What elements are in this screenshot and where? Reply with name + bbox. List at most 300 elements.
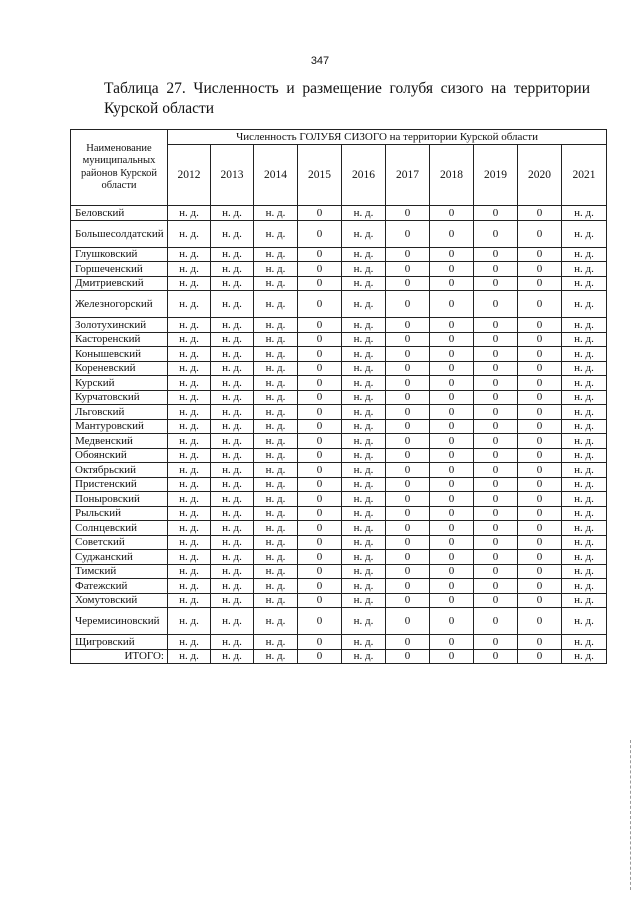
value-cell: 0 [386, 434, 430, 449]
value-cell: 0 [518, 477, 562, 492]
value-cell: н. д. [168, 593, 211, 608]
table-row [71, 492, 607, 507]
value-cell: 0 [518, 376, 562, 391]
value-cell: н. д. [342, 361, 386, 376]
value-cell: н. д. [254, 291, 298, 318]
value-cell: н. д. [168, 276, 211, 291]
value-cell: н. д. [342, 262, 386, 277]
table-row [71, 593, 607, 608]
value-cell: н. д. [342, 448, 386, 463]
value-cell: н. д. [211, 564, 254, 579]
value-cell: н. д. [562, 635, 607, 650]
value-cell: н. д. [168, 579, 211, 594]
value-cell: 0 [298, 492, 342, 507]
year-header: 2012 [168, 145, 211, 206]
value-cell: 0 [386, 492, 430, 507]
value-cell: 0 [474, 550, 518, 565]
table-caption: Таблица 27. Численность и размещение голубя сизого на территории Курской области [104, 80, 590, 117]
value-cell: н. д. [211, 262, 254, 277]
value-cell: 0 [518, 262, 562, 277]
value-cell: 0 [298, 220, 342, 247]
value-cell: н. д. [342, 419, 386, 434]
value-cell: 0 [386, 506, 430, 521]
value-cell: 0 [386, 405, 430, 420]
value-cell: 0 [474, 276, 518, 291]
value-cell: н. д. [254, 419, 298, 434]
value-cell: 0 [518, 419, 562, 434]
value-cell: н. д. [562, 332, 607, 347]
value-cell: н. д. [562, 593, 607, 608]
district-name: Тимский [71, 564, 168, 579]
table-row [71, 419, 607, 434]
value-cell: н. д. [254, 608, 298, 635]
value-cell: 0 [430, 376, 474, 391]
table-row [71, 550, 607, 565]
value-cell: 0 [518, 635, 562, 650]
value-cell: н. д. [254, 390, 298, 405]
value-cell: н. д. [254, 376, 298, 391]
value-cell: 0 [430, 564, 474, 579]
value-cell: 0 [474, 448, 518, 463]
value-cell: н. д. [168, 448, 211, 463]
value-cell: 0 [386, 291, 430, 318]
table-row [71, 390, 607, 405]
value-cell: 0 [430, 390, 474, 405]
value-cell: 0 [518, 405, 562, 420]
value-cell: н. д. [254, 347, 298, 362]
value-cell: н. д. [342, 434, 386, 449]
value-cell: 0 [430, 477, 474, 492]
value-cell: н. д. [211, 635, 254, 650]
value-cell: 0 [518, 506, 562, 521]
value-cell: 0 [474, 262, 518, 277]
value-cell: 0 [386, 593, 430, 608]
value-cell: н. д. [211, 332, 254, 347]
value-cell: н. д. [342, 579, 386, 594]
value-cell: н. д. [342, 593, 386, 608]
value-cell: 0 [518, 463, 562, 478]
value-cell: н. д. [342, 521, 386, 536]
district-name: Черемисиновский [71, 608, 168, 635]
value-cell: 0 [298, 318, 342, 333]
value-cell: н. д. [254, 220, 298, 247]
table-row [71, 220, 607, 247]
value-cell: н. д. [168, 318, 211, 333]
value-cell: 0 [430, 506, 474, 521]
table-row [71, 477, 607, 492]
table-row [71, 579, 607, 594]
value-cell: 0 [518, 390, 562, 405]
district-name: Мантуровский [71, 419, 168, 434]
value-cell: 0 [474, 593, 518, 608]
value-cell: н. д. [254, 276, 298, 291]
value-cell: 0 [298, 376, 342, 391]
value-cell: 0 [430, 649, 474, 664]
value-cell: 0 [386, 579, 430, 594]
table-row [71, 506, 607, 521]
value-cell: н. д. [342, 291, 386, 318]
value-cell: 0 [474, 247, 518, 262]
value-cell: 0 [518, 649, 562, 664]
year-header: 2021 [562, 145, 607, 206]
value-cell: 0 [386, 220, 430, 247]
value-cell: н. д. [254, 463, 298, 478]
value-cell: н. д. [211, 448, 254, 463]
year-header: 2020 [518, 145, 562, 206]
value-cell: н. д. [254, 405, 298, 420]
value-cell: н. д. [254, 593, 298, 608]
value-cell: н. д. [168, 206, 211, 221]
value-cell: 0 [518, 332, 562, 347]
value-cell: н. д. [562, 247, 607, 262]
value-cell: 0 [430, 318, 474, 333]
district-name: Конышевский [71, 347, 168, 362]
value-cell: 0 [386, 206, 430, 221]
value-cell: н. д. [562, 390, 607, 405]
value-cell: 0 [386, 361, 430, 376]
table-row [71, 463, 607, 478]
value-cell: н. д. [562, 434, 607, 449]
value-cell: н. д. [168, 535, 211, 550]
value-cell: 0 [430, 276, 474, 291]
value-cell: 0 [298, 506, 342, 521]
table-row [71, 262, 607, 277]
table-row [71, 564, 607, 579]
value-cell: 0 [298, 347, 342, 362]
district-name: Обоянский [71, 448, 168, 463]
value-cell: н. д. [562, 220, 607, 247]
district-name: Рыльский [71, 506, 168, 521]
value-cell: н. д. [168, 506, 211, 521]
value-cell: 0 [386, 608, 430, 635]
scan-edge-line [630, 740, 632, 890]
value-cell: 0 [430, 262, 474, 277]
value-cell: н. д. [562, 206, 607, 221]
value-cell: н. д. [342, 492, 386, 507]
value-cell: 0 [430, 405, 474, 420]
value-cell: 0 [430, 463, 474, 478]
value-cell: 0 [430, 579, 474, 594]
value-cell: 0 [298, 635, 342, 650]
value-cell: н. д. [342, 332, 386, 347]
value-cell: 0 [298, 247, 342, 262]
value-cell: н. д. [342, 347, 386, 362]
district-name: Солнцевский [71, 521, 168, 536]
value-cell: н. д. [562, 405, 607, 420]
value-cell: н. д. [168, 550, 211, 565]
district-name: Дмитриевский [71, 276, 168, 291]
value-cell: н. д. [168, 521, 211, 536]
value-cell: н. д. [342, 318, 386, 333]
value-cell: 0 [518, 521, 562, 536]
population-table [70, 129, 607, 664]
value-cell: 0 [430, 492, 474, 507]
value-cell: 0 [518, 434, 562, 449]
value-cell: 0 [430, 347, 474, 362]
value-cell: 0 [474, 649, 518, 664]
value-cell: н. д. [168, 635, 211, 650]
value-cell: н. д. [211, 649, 254, 664]
value-cell: н. д. [254, 564, 298, 579]
district-name: Беловский [71, 206, 168, 221]
district-name: Суджанский [71, 550, 168, 565]
district-name: Курчатовский [71, 390, 168, 405]
value-cell: н. д. [562, 291, 607, 318]
table-row [71, 247, 607, 262]
value-cell: 0 [386, 262, 430, 277]
district-name: Курский [71, 376, 168, 391]
value-cell: 0 [518, 291, 562, 318]
value-cell: н. д. [342, 564, 386, 579]
population-group-header: Численность ГОЛУБЯ СИЗОГО на территории Курской области [168, 130, 607, 145]
value-cell: н. д. [342, 635, 386, 650]
value-cell: н. д. [254, 506, 298, 521]
year-header: 2013 [211, 145, 254, 206]
value-cell: н. д. [562, 579, 607, 594]
value-cell: 0 [518, 550, 562, 565]
table-header [71, 130, 607, 206]
value-cell: н. д. [168, 247, 211, 262]
value-cell: н. д. [211, 390, 254, 405]
value-cell: 0 [386, 564, 430, 579]
value-cell: 0 [298, 649, 342, 664]
value-cell: 0 [386, 276, 430, 291]
value-cell: 0 [518, 206, 562, 221]
value-cell: 0 [474, 635, 518, 650]
value-cell: 0 [474, 332, 518, 347]
table-row [71, 635, 607, 650]
value-cell: 0 [518, 448, 562, 463]
value-cell: н. д. [211, 247, 254, 262]
value-cell: н. д. [211, 463, 254, 478]
value-cell: н. д. [168, 291, 211, 318]
district-name: Октябрьский [71, 463, 168, 478]
value-cell: 0 [386, 550, 430, 565]
value-cell: 0 [386, 318, 430, 333]
value-cell: н. д. [168, 220, 211, 247]
value-cell: н. д. [168, 419, 211, 434]
value-cell: н. д. [168, 262, 211, 277]
value-cell: 0 [474, 220, 518, 247]
value-cell: 0 [386, 535, 430, 550]
value-cell: 0 [474, 535, 518, 550]
value-cell: н. д. [342, 608, 386, 635]
value-cell: 0 [386, 635, 430, 650]
value-cell: н. д. [168, 608, 211, 635]
value-cell: н. д. [168, 332, 211, 347]
value-cell: н. д. [211, 550, 254, 565]
district-name: Советский [71, 535, 168, 550]
value-cell: н. д. [562, 608, 607, 635]
value-cell: 0 [386, 521, 430, 536]
value-cell: 0 [430, 608, 474, 635]
value-cell: 0 [518, 564, 562, 579]
value-cell: 0 [474, 521, 518, 536]
value-cell: 0 [298, 434, 342, 449]
value-cell: н. д. [562, 506, 607, 521]
table-row [71, 448, 607, 463]
value-cell: 0 [298, 463, 342, 478]
value-cell: н. д. [562, 318, 607, 333]
value-cell: 0 [474, 463, 518, 478]
value-cell: н. д. [562, 521, 607, 536]
value-cell: 0 [430, 419, 474, 434]
year-header: 2014 [254, 145, 298, 206]
value-cell: н. д. [562, 347, 607, 362]
district-name: Горшеченский [71, 262, 168, 277]
value-cell: н. д. [211, 506, 254, 521]
value-cell: 0 [298, 550, 342, 565]
district-name: Хомутовский [71, 593, 168, 608]
value-cell: 0 [430, 206, 474, 221]
district-name: Кореневский [71, 361, 168, 376]
value-cell: н. д. [168, 564, 211, 579]
district-column-header: Наименование муниципальных районов Курской области [71, 130, 168, 206]
value-cell: н. д. [211, 579, 254, 594]
value-cell: н. д. [211, 405, 254, 420]
value-cell: 0 [386, 463, 430, 478]
year-header: 2016 [342, 145, 386, 206]
value-cell: 0 [518, 247, 562, 262]
value-cell: 0 [474, 318, 518, 333]
value-cell: н. д. [211, 361, 254, 376]
table-row [71, 535, 607, 550]
value-cell: н. д. [342, 649, 386, 664]
value-cell: н. д. [254, 318, 298, 333]
value-cell: н. д. [342, 376, 386, 391]
value-cell: н. д. [342, 390, 386, 405]
value-cell: 0 [430, 361, 474, 376]
value-cell: 0 [298, 535, 342, 550]
value-cell: н. д. [211, 492, 254, 507]
value-cell: 0 [474, 376, 518, 391]
value-cell: н. д. [168, 434, 211, 449]
value-cell: 0 [474, 579, 518, 594]
value-cell: н. д. [254, 635, 298, 650]
value-cell: н. д. [211, 593, 254, 608]
value-cell: н. д. [562, 550, 607, 565]
value-cell: 0 [298, 332, 342, 347]
value-cell: н. д. [168, 376, 211, 391]
value-cell: 0 [430, 550, 474, 565]
value-cell: н. д. [211, 419, 254, 434]
value-cell: 0 [386, 390, 430, 405]
value-cell: н. д. [168, 347, 211, 362]
value-cell: н. д. [254, 492, 298, 507]
value-cell: н. д. [342, 276, 386, 291]
value-cell: н. д. [254, 247, 298, 262]
value-cell: н. д. [562, 419, 607, 434]
value-cell: н. д. [211, 220, 254, 247]
value-cell: н. д. [168, 463, 211, 478]
value-cell: 0 [430, 434, 474, 449]
value-cell: н. д. [342, 206, 386, 221]
value-cell: 0 [474, 390, 518, 405]
table-row [71, 521, 607, 536]
value-cell: н. д. [342, 463, 386, 478]
value-cell: 0 [430, 247, 474, 262]
value-cell: 0 [386, 332, 430, 347]
total-row [71, 649, 607, 664]
value-cell: н. д. [211, 434, 254, 449]
value-cell: н. д. [211, 291, 254, 318]
value-cell: 0 [298, 477, 342, 492]
page-number: 347 [310, 55, 330, 67]
value-cell: 0 [518, 318, 562, 333]
value-cell: н. д. [562, 535, 607, 550]
value-cell: н. д. [254, 434, 298, 449]
value-cell: н. д. [562, 649, 607, 664]
district-name: Касторенский [71, 332, 168, 347]
value-cell: 0 [298, 276, 342, 291]
table-row [71, 361, 607, 376]
value-cell: 0 [518, 347, 562, 362]
value-cell: н. д. [562, 448, 607, 463]
value-cell: н. д. [254, 535, 298, 550]
value-cell: н. д. [168, 361, 211, 376]
value-cell: 0 [474, 405, 518, 420]
table-row [71, 291, 607, 318]
value-cell: 0 [430, 332, 474, 347]
value-cell: 0 [298, 291, 342, 318]
value-cell: 0 [474, 564, 518, 579]
value-cell: 0 [474, 361, 518, 376]
district-name: Золотухинский [71, 318, 168, 333]
value-cell: н. д. [211, 608, 254, 635]
district-name: Большесолдатский [71, 220, 168, 247]
value-cell: 0 [518, 535, 562, 550]
table-row [71, 405, 607, 420]
value-cell: 0 [518, 220, 562, 247]
value-cell: н. д. [342, 550, 386, 565]
value-cell: н. д. [168, 649, 211, 664]
value-cell: н. д. [562, 477, 607, 492]
district-name: Медвенский [71, 434, 168, 449]
value-cell: 0 [474, 291, 518, 318]
table-row [71, 376, 607, 391]
value-cell: н. д. [562, 376, 607, 391]
table-row [71, 276, 607, 291]
value-cell: 0 [298, 361, 342, 376]
year-header: 2017 [386, 145, 430, 206]
value-cell: н. д. [211, 535, 254, 550]
value-cell: 0 [298, 593, 342, 608]
value-cell: 0 [386, 649, 430, 664]
value-cell: 0 [386, 376, 430, 391]
value-cell: 0 [430, 593, 474, 608]
value-cell: 0 [518, 492, 562, 507]
value-cell: 0 [518, 276, 562, 291]
value-cell: 0 [474, 347, 518, 362]
value-cell: н. д. [254, 361, 298, 376]
value-cell: н. д. [254, 206, 298, 221]
value-cell: н. д. [562, 492, 607, 507]
table-row [71, 608, 607, 635]
value-cell: н. д. [254, 579, 298, 594]
value-cell: 0 [430, 521, 474, 536]
value-cell: н. д. [342, 535, 386, 550]
value-cell: 0 [298, 564, 342, 579]
district-name: Фатежский [71, 579, 168, 594]
district-name: Льговский [71, 405, 168, 420]
value-cell: 0 [430, 291, 474, 318]
value-cell: н. д. [254, 550, 298, 565]
table-row [71, 434, 607, 449]
value-cell: н. д. [211, 318, 254, 333]
value-cell: 0 [298, 448, 342, 463]
header-row-group [71, 130, 607, 145]
value-cell: 0 [386, 347, 430, 362]
